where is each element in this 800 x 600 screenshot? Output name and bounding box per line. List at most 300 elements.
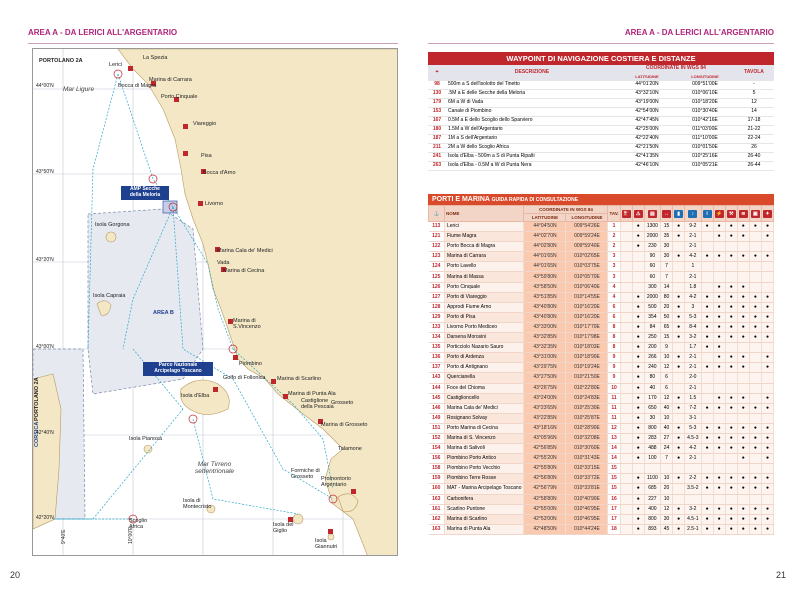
label-isola-capraia: Isola Capraia [93,293,126,299]
porto-service-cell: ● [713,524,725,534]
porto-service-cell: ● [761,353,773,363]
porto-latitude: 43°51'85N [524,292,566,302]
porti-title-text: PORTI E MARINA [432,196,490,203]
porto-id: 161 [429,504,445,514]
porto-id: 146 [429,403,445,413]
porto-service-cell [673,272,685,282]
porto-name: Marina di Punta Ala [445,524,524,534]
porto-service-cell: ● [673,222,685,232]
porto-service-cell: 4.5-1 [685,514,701,524]
porto-service-cell [620,494,632,504]
porto-service-cell: 2-1 [685,363,701,373]
porto-service-cell: 4-2 [685,444,701,454]
col-porti-coord: COORDINATE IN WGS 84 [524,206,608,214]
porto-service-cell [749,373,761,383]
porto-service-cell [620,353,632,363]
porto-service-cell: 1.5 [685,393,701,403]
col-lon: LONGITUDINE [676,73,734,80]
porto-service-cell: ● [701,484,713,494]
porto-service-cell [737,383,749,393]
porto-service-cell: 30 [660,242,672,252]
porto-longitude: 010°05'70E [566,272,608,282]
porto-service-cell [761,242,773,252]
porto-service-cell: ● [761,333,773,343]
porto-service-cell [632,252,644,262]
porto-name: Marina di Massa [445,272,524,282]
porto-service-cell: ● [761,312,773,322]
waypoint-description: 6M a W di Vada [446,98,618,107]
waypoint-tavola: 5 [734,89,774,98]
porto-service-cell: 7 [660,454,672,464]
porto-service-cell: ● [632,484,644,494]
porto-service-cell [620,403,632,413]
label-la-spezia: La Spezia [143,55,168,61]
porto-service-cell: ● [737,454,749,464]
waypoint-row [428,152,774,161]
porto-service-cell [713,272,725,282]
porto-service-cell: 9-2 [685,222,701,232]
porto-latitude: 43°32'35N [524,343,566,353]
porti-table [428,194,774,535]
porto-service-cell [749,272,761,282]
porto-id: 163 [429,524,445,534]
porto-service-cell: 2000 [644,292,660,302]
porto-service-cell: 7-2 [685,403,701,413]
waypoint-description: 1M a S dell'Argentario [446,134,618,143]
page-header-left [28,28,398,44]
waypoint-row [428,116,774,125]
porto-service-cell: ● [673,514,685,524]
porto-service-cell: ● [737,433,749,443]
porto-name: Porto di Viareggio [445,292,524,302]
porto-service-cell [737,262,749,272]
porto-service-cell: 14 [660,282,672,292]
porto-service-cell: ● [673,252,685,262]
porto-service-cell: ● [701,524,713,534]
porto-service-cell: ● [725,423,737,433]
waypoint-tavola: 26-44 [734,161,774,170]
porto-service-cell: 488 [644,444,660,454]
porto-service-cell: ● [737,302,749,312]
porto-id: 121 [429,232,445,242]
porto-tavola: 13 [608,433,620,443]
waypoint-latitude: 42°21'50N [618,143,676,152]
anchor-icon: ⚓ [429,206,445,222]
porto-service-cell: 650 [644,403,660,413]
porto-service-cell: 2-1 [685,272,701,282]
porto-service-cell: ● [725,252,737,262]
porto-service-cell [620,363,632,373]
porto-latitude: 42°56'85N [524,444,566,454]
porto-service-cell: 3-2 [685,333,701,343]
porto-service-cell: ● [713,282,725,292]
porto-service-cell [620,272,632,282]
porto-id: 128 [429,302,445,312]
service-icon-info: i [701,206,713,222]
waypoint-latitude: 42°46'10N [618,161,676,170]
porto-row [429,353,774,363]
porto-service-cell [673,494,685,504]
porto-service-cell [761,383,773,393]
porto-tavola: 1 [608,222,620,232]
waypoint-table [428,52,774,171]
porto-tavola: 14 [608,454,620,464]
porto-service-cell: ● [713,232,725,242]
porto-id: 123 [429,252,445,262]
label-punta-ala: Marina di Punta Ala [288,391,336,397]
label-isola-giglio: Isola del Giglio [273,522,294,534]
label-area-b: AREA B [153,310,174,316]
porto-service-cell: 266 [644,353,660,363]
porto-service-cell [761,373,773,383]
porto-longitude: 010°25'30E [566,403,608,413]
porto-service-cell [749,363,761,373]
porto-name: Porto di Antignano [445,363,524,373]
porto-row [429,464,774,474]
nautical-map [32,48,398,556]
porto-name: Livorno Porto Mediceo [445,322,524,332]
porto-service-cell: ● [713,363,725,373]
porto-service-cell: ● [761,423,773,433]
porto-id: 143 [429,373,445,383]
page-number-right: 21 [776,570,787,580]
porto-id: 145 [429,393,445,403]
porto-name: Quercianella [445,373,524,383]
porto-service-cell [685,464,701,474]
label-lon-940: 9°40'E [61,529,67,544]
porto-service-cell: ● [749,333,761,343]
porto-service-cell [620,302,632,312]
porto-service-cell [725,383,737,393]
porto-service-cell [620,262,632,272]
porto-service-cell: 2-0 [685,373,701,383]
porto-service-cell: ● [737,524,749,534]
porto-service-cell: ● [737,252,749,262]
porto-service-cell [620,484,632,494]
porto-service-cell: ● [725,333,737,343]
porto-tavola: 11 [608,403,620,413]
waypoint-tavola: 22-24 [734,134,774,143]
label-lat-4240: 42°40'N [36,430,54,436]
porto-longitude: 010°33'15E [566,464,608,474]
porto-service-cell: ● [749,302,761,312]
porto-service-cell: 300 [644,282,660,292]
porto-id: 134 [429,333,445,343]
porto-row [429,252,774,262]
waypoint-number: 98 [428,80,446,89]
porto-service-cell: ● [632,302,644,312]
porto-service-cell: ● [737,484,749,494]
porto-service-cell: ● [713,444,725,454]
porto-id: 113 [429,222,445,232]
porto-service-cell: 30 [644,413,660,423]
porto-service-cell: ● [737,312,749,322]
waypoint-longitude: 010°25'16E [676,152,734,161]
porto-id: 137 [429,363,445,373]
porto-latitude: 44°01'65N [524,262,566,272]
header-right-text: AREA A - DA LERICI ALL'ARGENTARIO [624,28,774,37]
porto-service-cell [632,464,644,474]
porto-row [429,333,774,343]
porto-row [429,444,774,454]
porto-service-cell: ● [632,403,644,413]
porto-service-cell [713,494,725,504]
col-lat: LATITUDINE [618,73,676,80]
porto-service-cell [620,514,632,524]
porto-service-cell: ● [673,232,685,242]
col-descrizione: DESCRIZIONE [446,65,618,80]
waypoint-description: 1.5M a W dell'Argentario [446,125,618,134]
porto-service-cell: ● [673,454,685,464]
porto-name: Darsena Morosini [445,333,524,343]
porto-service-cell: ● [737,322,749,332]
porto-service-cell: ● [632,232,644,242]
porto-longitude: 010°32'08E [566,433,608,443]
porto-latitude: 43°26'75N [524,383,566,393]
label-isola-montecristo: Isola di Montecristo [183,498,212,510]
porto-service-cell [620,292,632,302]
porto-service-cell: ● [737,353,749,363]
header-left-text: AREA A - DA LERICI ALL'ARGENTARIO [28,28,178,37]
porto-service-cell [632,262,644,272]
porto-service-cell: ● [632,222,644,232]
porto-name: Porto di Pisa [445,312,524,322]
gorgona-island [106,232,116,242]
porto-tavola: 10 [608,383,620,393]
label-bocca-magra: Bocca di Magra [118,83,157,89]
porto-service-cell [761,272,773,282]
porto-longitude: 010°33'81E [566,484,608,494]
porto-service-cell: 20 [660,302,672,312]
porto-service-cell [620,423,632,433]
porto-service-cell: ● [725,474,737,484]
porto-longitude: 010°06'40E [566,282,608,292]
porto-service-cell: ● [632,413,644,423]
label-marina-cala-medici: Marina Cala de' Medici [217,248,273,254]
porto-service-cell [701,232,713,242]
porto-service-cell: ● [701,363,713,373]
porto-service-cell: 400 [644,504,660,514]
porto-service-cell [673,262,685,272]
porto-service-cell: ● [761,403,773,413]
porto-service-cell: ● [673,322,685,332]
porto-service-cell [620,444,632,454]
porto-service-cell: ● [632,433,644,443]
porto-service-cell [673,484,685,494]
waypoint-description: Canale di Piombino [446,107,618,116]
porto-row [429,282,774,292]
porto-service-cell: ● [632,524,644,534]
porto-latitude: 42°56'80N [524,474,566,484]
porto-longitude: 010°25'87E [566,413,608,423]
label-marina-carrara: Marina di Carrara [149,77,192,83]
porto-service-cell [673,343,685,353]
porto-service-cell [701,454,713,464]
porto-service-cell: 4-2 [685,292,701,302]
porto-service-cell [632,282,644,292]
target-icon: ⌖ [428,65,446,80]
porto-tavola: 8 [608,343,620,353]
porto-id: 152 [429,433,445,443]
giglio-island [293,514,303,524]
service-icon-electric: ⚡ [713,206,725,222]
label-isola-gorgona: Isola Gorgona [95,222,130,228]
porto-name: Piombino Porto Vecchio [445,464,524,474]
porto-service-cell: ● [749,514,761,524]
porto-name: Fiume Magra [445,232,524,242]
porto-service-cell: 2-2 [685,474,701,484]
porto-service-cell: ● [713,252,725,262]
porto-service-cell: 200 [644,343,660,353]
porto-service-cell: ● [725,514,737,524]
porto-service-cell: ● [701,423,713,433]
porto-service-cell: ● [632,474,644,484]
porto-service-cell: ● [725,484,737,494]
porto-service-cell: ● [713,343,725,353]
porto-latitude: 42°53'00N [524,514,566,524]
porto-service-cell: 15 [660,333,672,343]
porto-service-cell [737,413,749,423]
label-mar-ligure: Mar Ligure [63,86,95,93]
waypoint-latitude: 42°25'00N [618,125,676,134]
porto-tavola: 8 [608,322,620,332]
porto-service-cell: ● [737,282,749,292]
porto-service-cell: ● [701,514,713,524]
porto-service-cell: ● [725,444,737,454]
porto-service-cell: 1.7 [685,343,701,353]
porto-service-cell: ● [737,504,749,514]
porto-longitude: 010°16'20E [566,312,608,322]
label-mar-tirreno: Mar Tirreno settentrionale [195,461,235,475]
waypoint-description: 0.5M a E dello Scoglio dello Sparviero [446,116,618,125]
porto-service-cell [701,383,713,393]
porto-service-cell [620,252,632,262]
waypoint-tavola: 12 [734,98,774,107]
porto-service-cell [749,494,761,504]
porto-service-cell [620,413,632,423]
porto-row [429,312,774,322]
porto-longitude: 010°33'72E [566,474,608,484]
porto-row [429,322,774,332]
label-lat-4220: 42°20'N [36,515,54,521]
porto-service-cell: ● [761,484,773,494]
porto-service-cell: 5-3 [685,423,701,433]
porto-tavola: 16 [608,494,620,504]
porto-service-cell: 2000 [644,232,660,242]
porto-id: 163 [429,494,445,504]
waypoint-tavola: - [734,80,774,89]
porto-service-cell: ● [701,292,713,302]
porto-name: Marina di Scarlino [445,514,524,524]
porto-id: 160 [429,484,445,494]
label-lat-43: 43°00'N [36,344,54,350]
label-livorno: Livorno [205,201,224,207]
porto-service-cell: ● [632,322,644,332]
porto-service-cell [713,454,725,464]
porto-service-cell [725,464,737,474]
porto-service-cell: 2-1 [685,383,701,393]
label-promontorio-argentario: Promontorio Argentario [321,476,351,488]
porto-service-cell: ● [725,322,737,332]
service-icon-depth: ↕ [685,206,701,222]
porto-service-cell: 40 [660,423,672,433]
porto-service-cell: 40 [644,383,660,393]
porto-latitude: 43°33'00N [524,322,566,332]
label-portolano: PORTOLANO 2A [39,58,83,64]
waypoint-row [428,80,774,89]
porto-service-cell: 2-1 [685,353,701,363]
porto-row [429,292,774,302]
waypoint-latitude: 43°32'10N [618,89,676,98]
porto-service-cell: ● [749,504,761,514]
porto-service-cell [701,282,713,292]
porto-service-cell: 250 [644,333,660,343]
porto-service-cell [685,494,701,504]
label-marina-cecina: Marina di Cecina [223,268,265,274]
porto-service-cell: ● [713,322,725,332]
porto-service-cell: ● [713,353,725,363]
porto-service-cell: ● [713,433,725,443]
porto-tavola: 15 [608,484,620,494]
porto-service-cell: ● [737,393,749,403]
porto-longitude: 010°17'98E [566,333,608,343]
porto-longitude: 010°30'60E [566,444,608,454]
porto-service-cell [660,464,672,474]
label-parco-nazionale: Parco Nazionale Arcipelago Toscano [143,362,213,376]
porto-service-cell: ● [701,333,713,343]
label-portolano-2: PORTOLANO 2A [34,377,40,421]
porto-service-cell: ● [632,312,644,322]
porto-row [429,222,774,232]
porto-longitude: 010°24'83E [566,393,608,403]
porto-service-cell: ● [713,504,725,514]
porto-service-cell: ● [713,403,725,413]
porto-row [429,403,774,413]
porto-name: Porto Marina di Cecina [445,423,524,433]
waypoint-description: 2M a W dello Scoglio Africa [446,143,618,152]
waypoint-latitude: 43°19'00N [618,98,676,107]
porto-id: 124 [429,262,445,272]
porto-name: Porticciolo Nazario Sauro [445,343,524,353]
porto-service-cell: ● [749,312,761,322]
porto-tavola: 14 [608,444,620,454]
porto-service-cell: 27 [660,433,672,443]
porto-service-cell [620,524,632,534]
porto-id: 154 [429,444,445,454]
porto-tavola: 3 [608,252,620,262]
porto-service-cell: 500 [644,302,660,312]
porto-service-cell: ● [632,423,644,433]
porto-service-cell: ● [737,403,749,413]
porto-name: Porto di Ardenza [445,353,524,363]
porto-service-cell: 35 [660,232,672,242]
porto-row [429,242,774,252]
waypoint-number: 211 [428,143,446,152]
porto-service-cell: 12 [660,393,672,403]
porto-latitude: 42°55'00N [524,504,566,514]
porto-service-cell: ● [673,312,685,322]
porto-service-cell: ● [749,292,761,302]
porto-service-cell: ● [761,454,773,464]
label-isola-pianosa: Isola Pianosa [129,436,163,442]
porto-latitude: 43°40'80N [524,312,566,322]
service-icon-shower: ≋ [737,206,749,222]
porto-id: 156 [429,454,445,464]
label-corsica: CORSICA [34,421,40,447]
porto-row [429,484,774,494]
porto-latitude: 44°04'50N [524,222,566,232]
porto-service-cell [701,464,713,474]
